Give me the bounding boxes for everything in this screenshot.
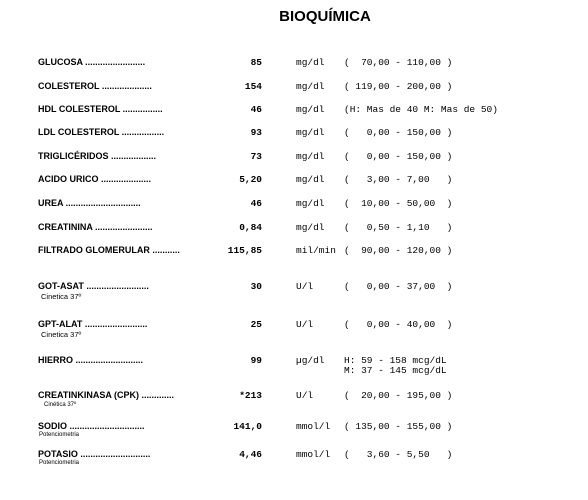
test-reference: ( 0,00 - 40,00 ): [344, 319, 453, 330]
test-unit: mg/dl: [296, 151, 325, 162]
test-value: 93: [250, 127, 262, 138]
test-name: UREA ..............................: [38, 198, 141, 208]
test-method: Cinetica 37º: [41, 330, 82, 339]
test-value: 46: [250, 104, 262, 115]
test-reference: ( 3,60 - 5,50 ): [344, 449, 453, 460]
test-reference: ( 135,00 - 155,00 ): [344, 421, 453, 432]
test-value: *213: [239, 390, 262, 401]
test-name: ACIDO URICO ....................: [38, 174, 152, 184]
result-row-creatinkinasa: [0, 390, 588, 420]
result-row-sodio: [0, 421, 588, 451]
test-reference: ( 90,00 - 120,00 ): [344, 245, 453, 256]
test-name: CREATININA .......................: [38, 222, 153, 232]
test-unit: mg/dl: [296, 104, 325, 115]
test-unit: mg/dl: [296, 127, 325, 138]
test-value: 115,85: [227, 245, 262, 256]
test-reference: ( 10,00 - 50,00 ): [344, 198, 453, 209]
test-name: GOT-ASAT .........................: [38, 281, 149, 291]
test-unit: mg/dl: [296, 174, 325, 185]
test-reference: (H: Mas de 40 M: Mas de 50): [344, 104, 498, 115]
test-value: 25: [250, 319, 262, 330]
test-name: LDL COLESTEROL .................: [38, 127, 165, 137]
test-reference: ( 0,00 - 150,00 ): [344, 151, 453, 162]
test-reference-secondary: M: 37 - 145 mcg/dL: [344, 365, 447, 376]
test-name: POTASIO ............................: [38, 449, 151, 459]
test-unit: mg/dl: [296, 81, 325, 92]
test-name: HDL COLESTEROL ................: [38, 104, 163, 114]
test-name: GPT-ALAT .........................: [38, 319, 148, 329]
test-value: 85: [250, 57, 262, 68]
result-row-hierro: [0, 355, 588, 385]
test-name: SODIO ..............................: [38, 421, 145, 431]
test-unit: U/l: [296, 319, 314, 330]
test-reference: ( 3,00 - 7,00 ): [344, 174, 453, 185]
test-reference: H: 59 - 158 mcg/dL: [344, 355, 447, 366]
test-name: FILTRADO GLOMERULAR ...........: [38, 245, 180, 255]
test-reference: ( 0,50 - 1,10 ): [344, 222, 453, 233]
test-name: CREATINKINASA (CPK) .............: [38, 390, 175, 400]
page-title: BIOQUÍMICA: [279, 8, 371, 25]
test-name: HIERRO ...........................: [38, 355, 144, 365]
result-row-filtrado-glomerular: [0, 245, 588, 275]
test-reference: ( 0,00 - 37,00 ): [344, 281, 453, 292]
result-row-potasio: [0, 449, 588, 479]
test-method: Potenciometria: [39, 432, 80, 438]
test-method: Cinetica 37º: [41, 292, 82, 301]
test-reference: ( 70,00 - 110,00 ): [344, 57, 453, 68]
test-value: 5,20: [239, 174, 262, 185]
test-unit: mg/dl: [296, 222, 325, 233]
test-unit: mg/dl: [296, 57, 325, 68]
test-value: 30: [250, 281, 262, 292]
test-unit: U/l: [296, 281, 314, 292]
test-unit: mmol/l: [296, 449, 331, 460]
result-row-gpt-alat: [0, 319, 588, 349]
test-reference: ( 119,00 - 200,00 ): [344, 81, 453, 92]
test-reference: ( 0,00 - 150,00 ): [344, 127, 453, 138]
result-row-got-asat: [0, 281, 588, 311]
test-value: 99: [250, 355, 262, 366]
test-unit: mmol/l: [296, 421, 331, 432]
test-unit: mg/dl: [296, 198, 325, 209]
test-unit: mil/min: [296, 245, 336, 256]
test-method: Potenciometria: [39, 460, 80, 466]
test-name: GLUCOSA ........................: [38, 57, 146, 67]
test-value: 46: [250, 198, 262, 209]
test-value: 141,0: [233, 421, 262, 432]
test-value: 0,84: [239, 222, 262, 233]
test-value: 4,46: [239, 449, 262, 460]
test-unit: µg/dl: [296, 355, 325, 366]
test-value: 154: [244, 81, 262, 92]
test-name: COLESTEROL ....................: [38, 81, 152, 91]
test-unit: U/l: [296, 390, 314, 401]
test-name: TRIGLICÉRIDOS ..................: [38, 151, 157, 161]
test-value: 73: [250, 151, 262, 162]
test-method: Cinética 37º: [44, 402, 77, 408]
test-reference: ( 20,00 - 195,00 ): [344, 390, 453, 401]
